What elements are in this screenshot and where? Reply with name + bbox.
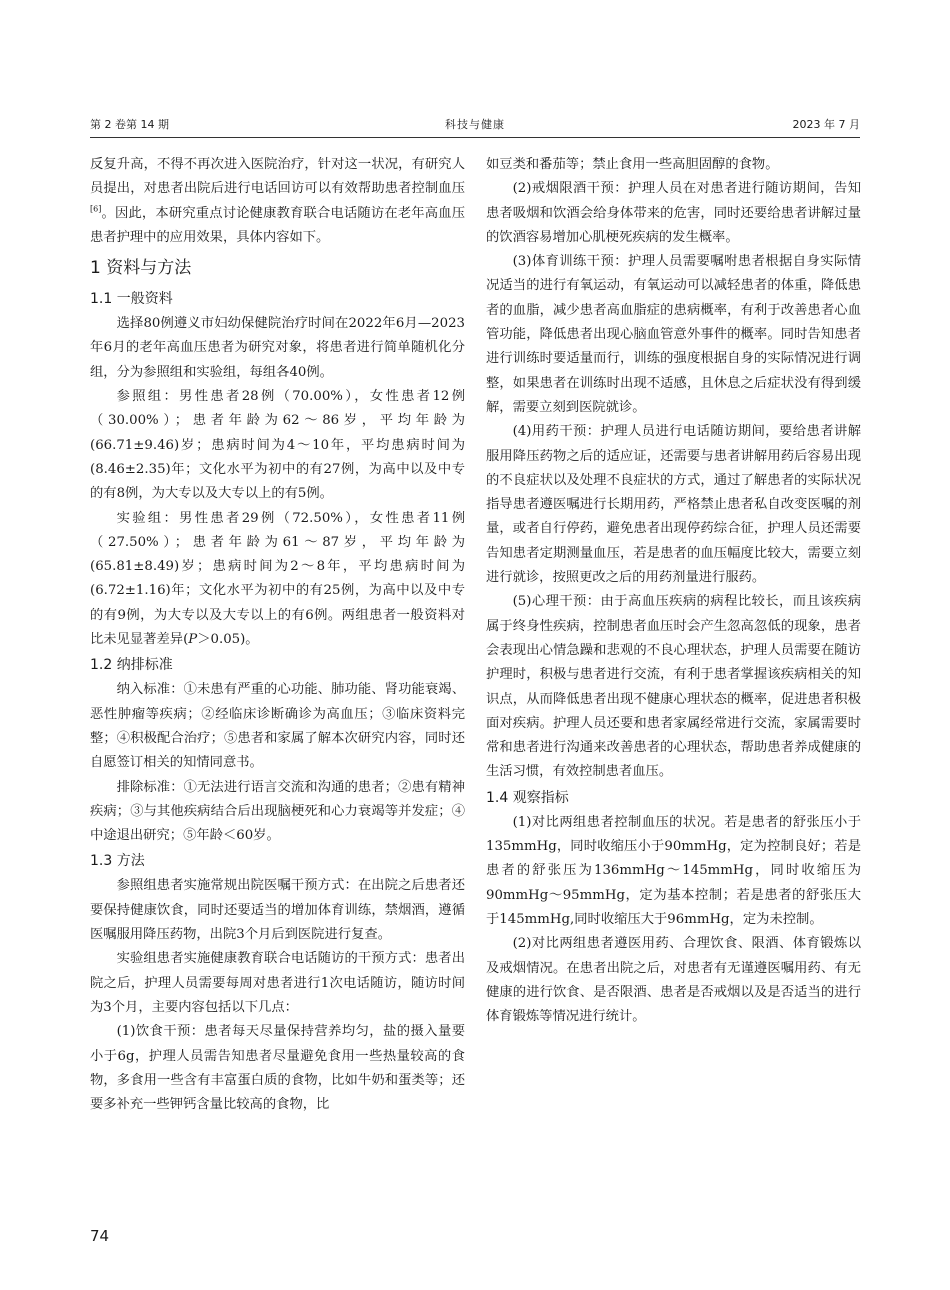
subsection-heading-1-4: 1.4 观察指标 [486,789,569,806]
paragraph-inclusion-criteria: 纳入标准：①未患有严重的心功能、肺功能、肾功能衰竭、恶性肿瘤等疾病；②经临床诊断确诊为高血压；③临床资料完整；④积极配合治疗；⑤患者和家属了解本次研究内容，同时还自愿签订相关的知情同意书。 [90,682,465,771]
paragraph-psychological: (5)心理干预：由于高血压疾病的病程比较长，而且该疾病属于终身性疾病，控制患者血压时会产生忽高忽低的现象，患者会表现出心情急躁和悲观的不良心理状态，护理人员需要在随访护理时，积极与患者进行交流，有利于患者掌握该疾病相关的知识点，从而降低患者出现不健康心理状态的概率，促进患者积极面对疾病。护理人员还要和患者家属经常进行交流，家属需要时常和患者进行沟通来改善患者的心理状态，帮助患者养成健康的生活习惯，有效控制患者血压。 [486,594,861,780]
intro-text-b: 。因此，本研究重点讨论健康教育联合电话随访在老年高血压患者护理中的应用效果，具体内容如下。 [90,205,465,245]
left-column [90,153,465,1117]
paragraph-compliance: (2)对比两组患者遵医用药、合理饮食、限酒、体育锻炼以及戒烟情况。在患者出院之后，对患者有无谨遵医嘱用药、有无健康的进行饮食、是否限酒、患者是否戒烟以及是否适当的进行体育锻炼等情况进行统计。 [486,936,861,1025]
paragraph-bp-control: (1)对比两组患者控制血压的状况。若是患者的舒张压小于135mmHg，同时收缩压小于90mmHg，定为控制良好；若是患者的舒张压为136mmHg～145mmHg，同时收缩压为90mmHg～95mmHg，定为基本控制；若是患者的舒张压大于145mmHg,同时收缩压大于96mmHg，定为未控制。 [486,814,861,927]
paragraph-exclusion-criteria: 排除标准：①无法进行语言交流和沟通的患者；②患有精神疾病；③与其他疾病结合后出现脑梗死和心力衰竭等并发症；④中途退出研究；⑤年龄＜60岁。 [90,779,465,844]
subsection-heading-1-3: 1.3 方法 [90,853,145,870]
paragraph-diet-intervention: (1)饮食干预：患者每天尽量保持营养均匀，盐的摄入量要小于6g，护理人员需告知患者尽量避免食用一些热量较高的食物，多食用一些含有丰富蛋白质的食物，比如牛奶和蛋类等；还要多补充一些钾钙含量比较高的食物，比 [90,1024,465,1113]
paragraph-smoking-drinking: (2)戒烟限酒干预：护理人员在对患者进行随访期间，告知患者吸烟和饮酒会给身体带来的危害，同时还要给患者讲解过量的饮酒容易增加心肌梗死疾病的发生概率。 [486,181,861,245]
section-heading-1: 1 资料与方法 [90,258,192,279]
citation-ref: [6] [90,204,102,214]
right-column [486,153,861,1029]
page-number: 74 [90,1227,110,1245]
journal-title: 科技与健康 [445,118,505,131]
paragraph-study-subjects: 选择80例遵义市妇幼保健院治疗时间在2022年6月—2023年6月的老年高血压患者为研究对象，将患者进行简单随机化分组，分为参照组和实验组，每组各40例。 [90,316,465,380]
exp-text-a: 实验组：男性患者29例（72.50%），女性患者11例（27.50%）；患者年龄为61～87岁，平均年龄为(65.81±8.49)岁；患病时间为2～8年，平均患病时间为(6.72±1.16)年；文化水平为初中的有25例，为高中以及中专的有9例，为大专以及大专以上的有6例。两组患者一般资料对比未见显著差异( [90,510,465,648]
exp-text-b: ＞0.05)。 [197,632,259,648]
paragraph-experimental-method: 实验组患者实施健康教育联合电话随访的干预方式：患者出院之后，护理人员需要每周对患者进行1次电话随访，随访时间为3个月，主要内容包括以下几点： [90,951,465,1015]
subsection-heading-1-1: 1.1 一般资料 [90,291,173,308]
publication-date: 2023 年 7 月 [792,118,860,131]
journal-volume-issue: 第 2 卷第 14 期 [90,118,169,131]
paragraph-reference-group: 参照组：男性患者28例（70.00%），女性患者12例（30.00%）；患者年龄为62～86岁，平均年龄为(66.71±9.46)岁；患病时间为4～10年，平均患病时间为(8.46±2.35)年；文化水平为初中的有27例，为高中以及中专的有8例，为大专以及大专以上的有5例。 [90,389,465,502]
header-rule [90,137,860,138]
paragraph-diet-continued: 如豆类和番茄等；禁止食用一些高胆固醇的食物。 [486,157,779,172]
paragraph-exercise: (3)体育训练干预：护理人员需要嘱咐患者根据自身实际情况适当的进行有氧运动，有氧运动可以减轻患者的体重，降低患者的血脂，减少患者高血脂症的患病概率，有利于改善患者心血管功能，降低患者出现心脑血管意外事件的概率。同时告知患者进行训练时要适量而行，训练的强度根据自身的实际情况进行调整，如果患者在训练时出现不适感，且休息之后症状没有得到缓解，需要立刻到医院就诊。 [486,254,861,415]
intro-text-a: 反复升高，不得不再次进入医院治疗，针对这一状况，有研究人员提出，对患者出院后进行电话回访可以有效帮助患者控制血压 [90,157,465,197]
p-value-symbol: P [188,632,198,648]
paragraph-reference-method: 参照组患者实施常规出院医嘱干预方式：在出院之后患者还要保持健康饮食，同时还要适当的增加体育训练，禁烟酒，遵循医嘱服用降压药物，出院3个月后到医院进行复查。 [90,878,465,943]
paragraph-medication: (4)用药干预：护理人员进行电话随访期间，要给患者讲解服用降压药物之后的适应证，还需要与患者讲解用药后容易出现的不良症状以及处理不良症状的方式，通过了解患者的实际状况指导患者遵医嘱进行长期用药，严格禁止患者私自改变医嘱的剂量，或者自行停药，避免患者出现停药综合征，护理人员还需要告知患者定期测量血压，若是患者的血压幅度比较大，需要立刻进行就诊，按照更改之后的用药剂量进行服药。 [486,424,861,586]
running-header [90,116,860,134]
subsection-heading-1-2: 1.2 纳排标准 [90,657,173,674]
intro-paragraph [90,153,465,250]
paragraph-experimental-group [90,507,465,653]
